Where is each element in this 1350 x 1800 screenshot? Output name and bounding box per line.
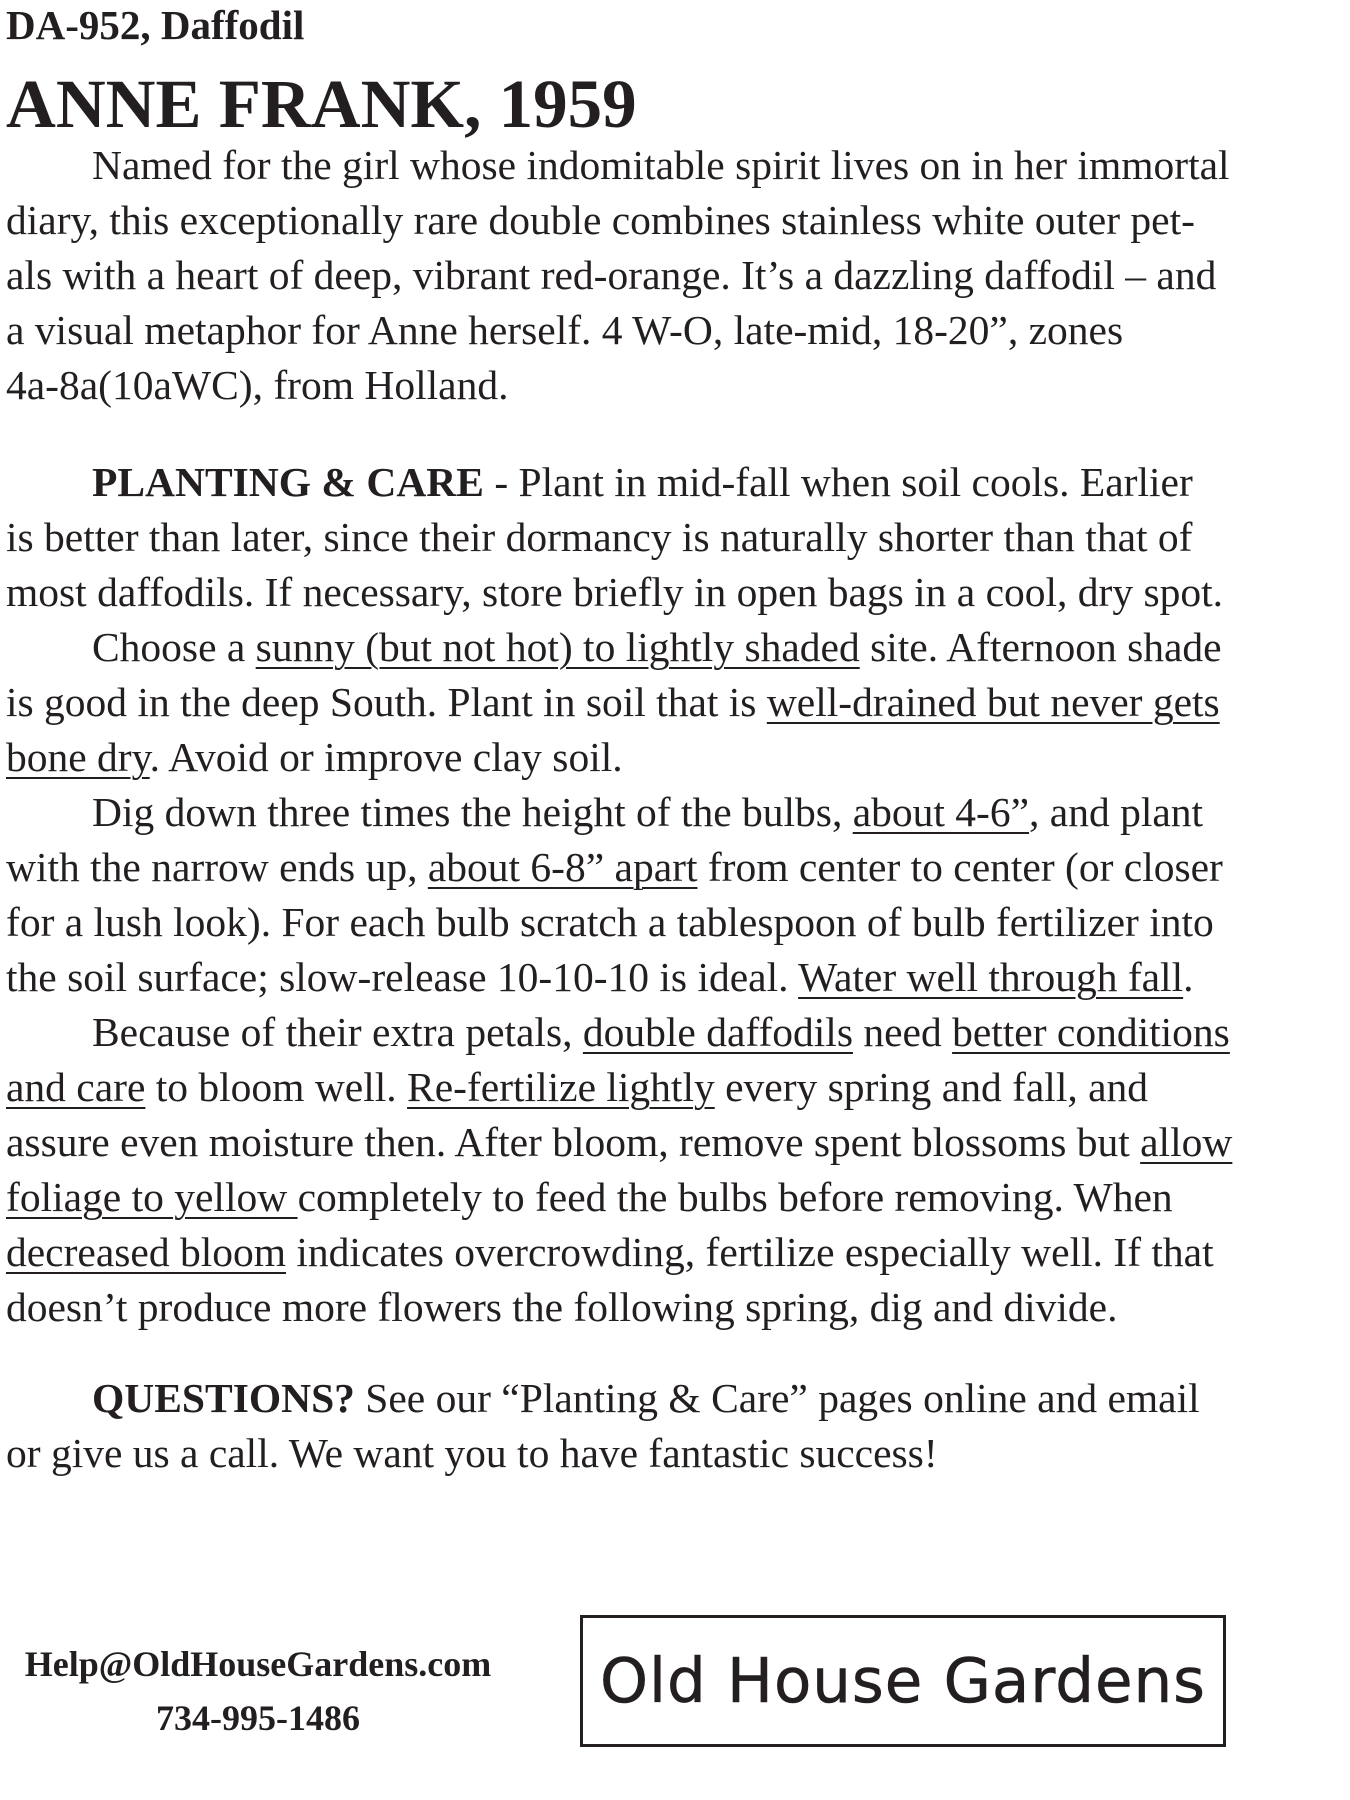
intro-line: 4a-8a(10aWC), from Holland.	[6, 362, 509, 408]
care-line	[6, 1005, 1296, 1060]
care-emphasis: foliage to yellow	[6, 1174, 298, 1220]
care-text: assure even moisture then. After bloom, remove spent blossoms but	[6, 1119, 1141, 1165]
contact-block	[8, 1637, 508, 1745]
care-text: is good in the deep South. Plant in soil that is	[6, 679, 767, 725]
care-emphasis: about 4-6”	[852, 789, 1030, 835]
care-emphasis: decreased bloom	[6, 1229, 287, 1275]
care-emphasis: Re-fertilize lightly	[407, 1064, 715, 1110]
questions-text: See our “Planting & Care” pages online and email	[354, 1375, 1200, 1421]
care-text: with the narrow ends up,	[6, 844, 428, 890]
care-line: for a lush look). For each bulb scratch a tablespoon of bulb fertilizer into	[6, 899, 1214, 945]
contact-phone[interactable]: 734-995-1486	[156, 1698, 360, 1738]
care-line	[6, 1225, 1296, 1280]
care-line	[6, 730, 1296, 785]
care-line	[6, 785, 1296, 840]
care-line: is better than later, since their dormancy is naturally shorter than that of	[6, 514, 1193, 560]
care-text: need	[852, 1009, 953, 1055]
planting-care-section	[6, 455, 1296, 1335]
care-line	[6, 1170, 1296, 1225]
care-text: every spring and fall, and	[714, 1064, 1149, 1110]
care-emphasis: well-drained but never gets	[766, 679, 1220, 725]
care-line: most daffodils. If necessary, store briefly in open bags in a cool, dry spot.	[6, 569, 1224, 615]
care-text: indicates overcrowding, fertilize especially well. If that	[286, 1229, 1214, 1275]
brand-logo-graphic	[583, 1618, 1223, 1744]
care-emphasis: sunny (but not hot) to lightly shaded	[255, 624, 860, 670]
care-emphasis: and care	[6, 1064, 146, 1110]
care-text: Because of their extra petals,	[92, 1009, 583, 1055]
product-title: ANNE FRANK, 1959	[6, 66, 637, 142]
brand-logo	[580, 1615, 1226, 1747]
care-text: site. Afternoon shade	[859, 624, 1222, 670]
care-line	[6, 455, 1296, 510]
care-line	[6, 675, 1296, 730]
care-line	[6, 840, 1296, 895]
care-line	[6, 620, 1296, 675]
intro-line: a visual metaphor for Anne herself. 4 W-O, late-mid, 18-20”, zones	[6, 307, 1124, 353]
care-emphasis: better conditions	[952, 1009, 1230, 1055]
care-emphasis: about 6-8” apart	[427, 844, 698, 890]
care-emphasis: allow	[1140, 1119, 1233, 1165]
questions-line	[6, 1371, 1296, 1426]
care-text: . Avoid or improve clay soil.	[149, 734, 623, 780]
care-emphasis: bone dry	[6, 734, 150, 780]
care-text: Choose a	[92, 624, 256, 670]
intro-line: als with a heart of deep, vibrant red-orange. It’s a dazzling daffodil – and	[6, 252, 1217, 298]
care-text: Dig down three times the height of the bulbs,	[92, 789, 853, 835]
care-line	[6, 1060, 1296, 1115]
intro-line: diary, this exceptionally rare double combines stainless white outer pet-	[6, 197, 1195, 243]
care-text: completely to feed the bulbs before removing. When	[297, 1174, 1173, 1220]
care-line	[6, 1115, 1296, 1170]
care-text: to bloom well.	[145, 1064, 408, 1110]
care-emphasis: Water well through fall	[798, 954, 1184, 1000]
product-sku: DA-952, Daffodil	[6, 2, 305, 48]
care-line	[6, 950, 1296, 1005]
care-text: .	[1183, 954, 1194, 1000]
contact-email[interactable]: Help@OldHouseGardens.com	[24, 1644, 492, 1684]
care-line: doesn’t produce more flowers the following spring, dig and divide.	[6, 1284, 1118, 1330]
intro-description	[6, 138, 1296, 413]
questions-line: or give us a call. We want you to have fantastic success!	[6, 1430, 938, 1476]
brand-logo-text: Old House Gardens	[600, 1646, 1206, 1717]
care-emphasis: double daffodils	[582, 1009, 853, 1055]
care-heading: PLANTING & CARE	[92, 459, 484, 505]
intro-line: Named for the girl whose indomitable spirit lives on in her immortal	[92, 142, 1230, 188]
care-text: the soil surface; slow-release 10-10-10 is ideal.	[6, 954, 799, 1000]
care-text: , and plant	[1029, 789, 1204, 835]
questions-heading: QUESTIONS?	[92, 1375, 355, 1421]
questions-section	[6, 1371, 1296, 1481]
care-text: from center to center (or closer	[697, 844, 1223, 890]
care-text: - Plant in mid-fall when soil cools. Earlier	[483, 459, 1193, 505]
